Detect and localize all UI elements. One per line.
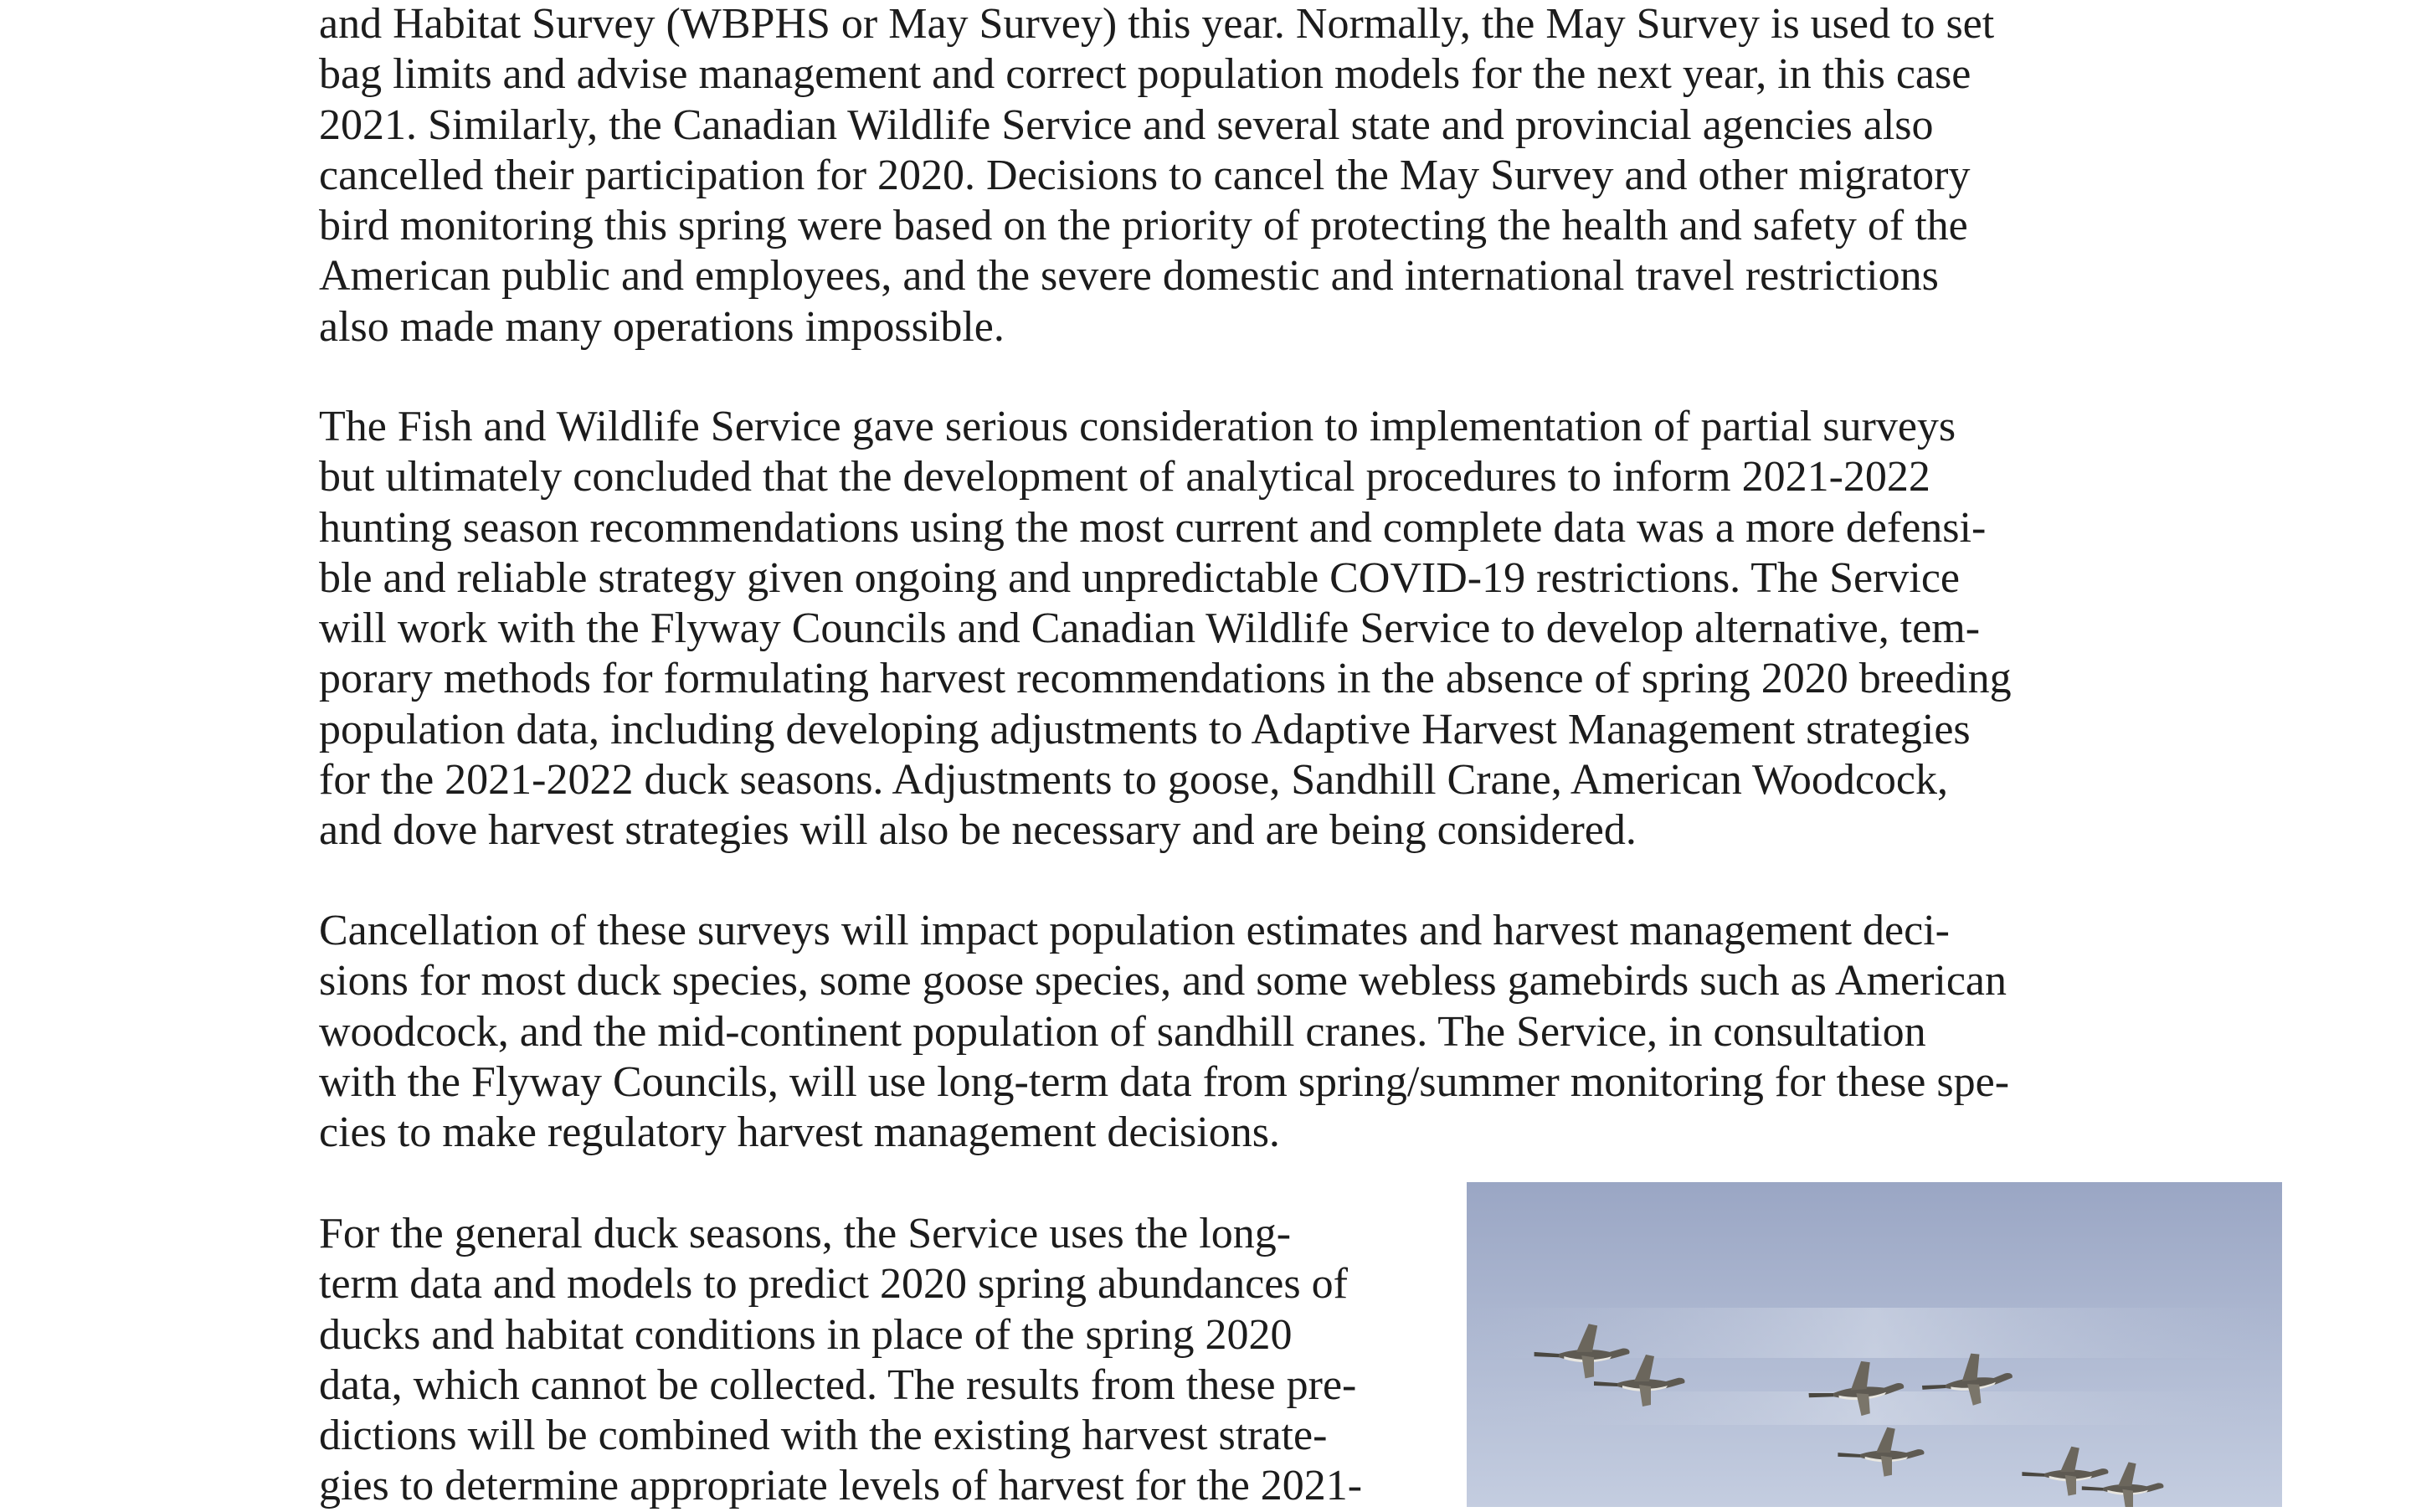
text-line: for the 2021-2022 duck seasons. Adjustments to goose, Sandhill Crane, American Woodcock,: [319, 756, 1948, 805]
text-line: and Habitat Survey (WBPHS or May Survey) this year. Normally, the May Survey is used to set: [319, 0, 1995, 48]
text-line: ducks and habitat conditions in place of the spring 2020: [319, 1310, 1293, 1359]
pintail-ducks-icon: [1467, 1182, 2282, 1507]
text-line: also made many operations impossible.: [319, 302, 1005, 351]
text-line: data, which cannot be collected. The results from these pre-: [319, 1360, 1357, 1409]
text-line: cies to make regulatory harvest management decisions.: [319, 1108, 1280, 1157]
text-line: porary methods for formulating harvest recommendations in the absence of spring 2020 breeding: [319, 655, 2012, 703]
text-line: 2021. Similarly, the Canadian Wildlife Service and several state and provincial agencies also: [319, 100, 1934, 149]
text-line: bird monitoring this spring were based on the priority of protecting the health and safety of the: [319, 202, 1968, 250]
text-line: woodcock, and the mid-continent population of sandhill cranes. The Service, in consultation: [319, 1007, 1926, 1056]
paragraph-general-duck-seasons: [319, 1209, 1457, 1512]
text-line: cancelled their participation for 2020. Decisions to cancel the May Survey and other migratory: [319, 151, 1971, 199]
text-line: dictions will be combined with the existing harvest strate-: [319, 1412, 1328, 1460]
text-line: ble and reliable strategy given ongoing and unpredictable COVID-19 restrictions. The Service: [319, 553, 1961, 602]
text-line: The Fish and Wildlife Service gave serious consideration to implementation of partial surveys: [319, 403, 1956, 450]
text-line: term data and models to predict 2020 spring abundances of: [319, 1260, 1348, 1309]
text-line: but ultimately concluded that the development of analytical procedures to inform 2021-2022: [319, 453, 1930, 501]
text-line: population data, including developing adjustments to Adaptive Harvest Management strategies: [319, 705, 1971, 753]
flying-ducks-photo: [1467, 1182, 2282, 1507]
text-line: sions for most duck species, some goose species, and some webless gamebirds such as American: [319, 957, 2007, 1005]
text-line: American public and employees, and the severe domestic and international travel restrictions: [319, 252, 1939, 301]
text-line: bag limits and advise management and correct population models for the next year, in this case: [319, 50, 1971, 99]
text-line: For the general duck seasons, the Service uses the long-: [319, 1210, 1292, 1257]
paragraph-partial-surveys: [319, 402, 2194, 856]
text-line: hunting season recommendations using the most current and complete data was a more defensi-: [319, 503, 1987, 552]
text-line: gies to determine appropriate levels of harvest for the 2021-: [319, 1462, 1363, 1510]
paragraph-cancellation-impact: [319, 906, 2194, 1158]
paragraph-survey-cancellation: [319, 0, 2194, 352]
text-line: and dove harvest strategies will also be necessary and are being considered.: [319, 806, 1637, 855]
text-line: will work with the Flyway Councils and Canadian Wildlife Service to develop alternative, tem-: [319, 604, 1981, 653]
text-line: with the Flyway Councils, will use long-term data from spring/summer monitoring for these spe-: [319, 1057, 2010, 1106]
text-line: Cancellation of these surveys will impact population estimates and harvest management deci-: [319, 907, 1950, 954]
